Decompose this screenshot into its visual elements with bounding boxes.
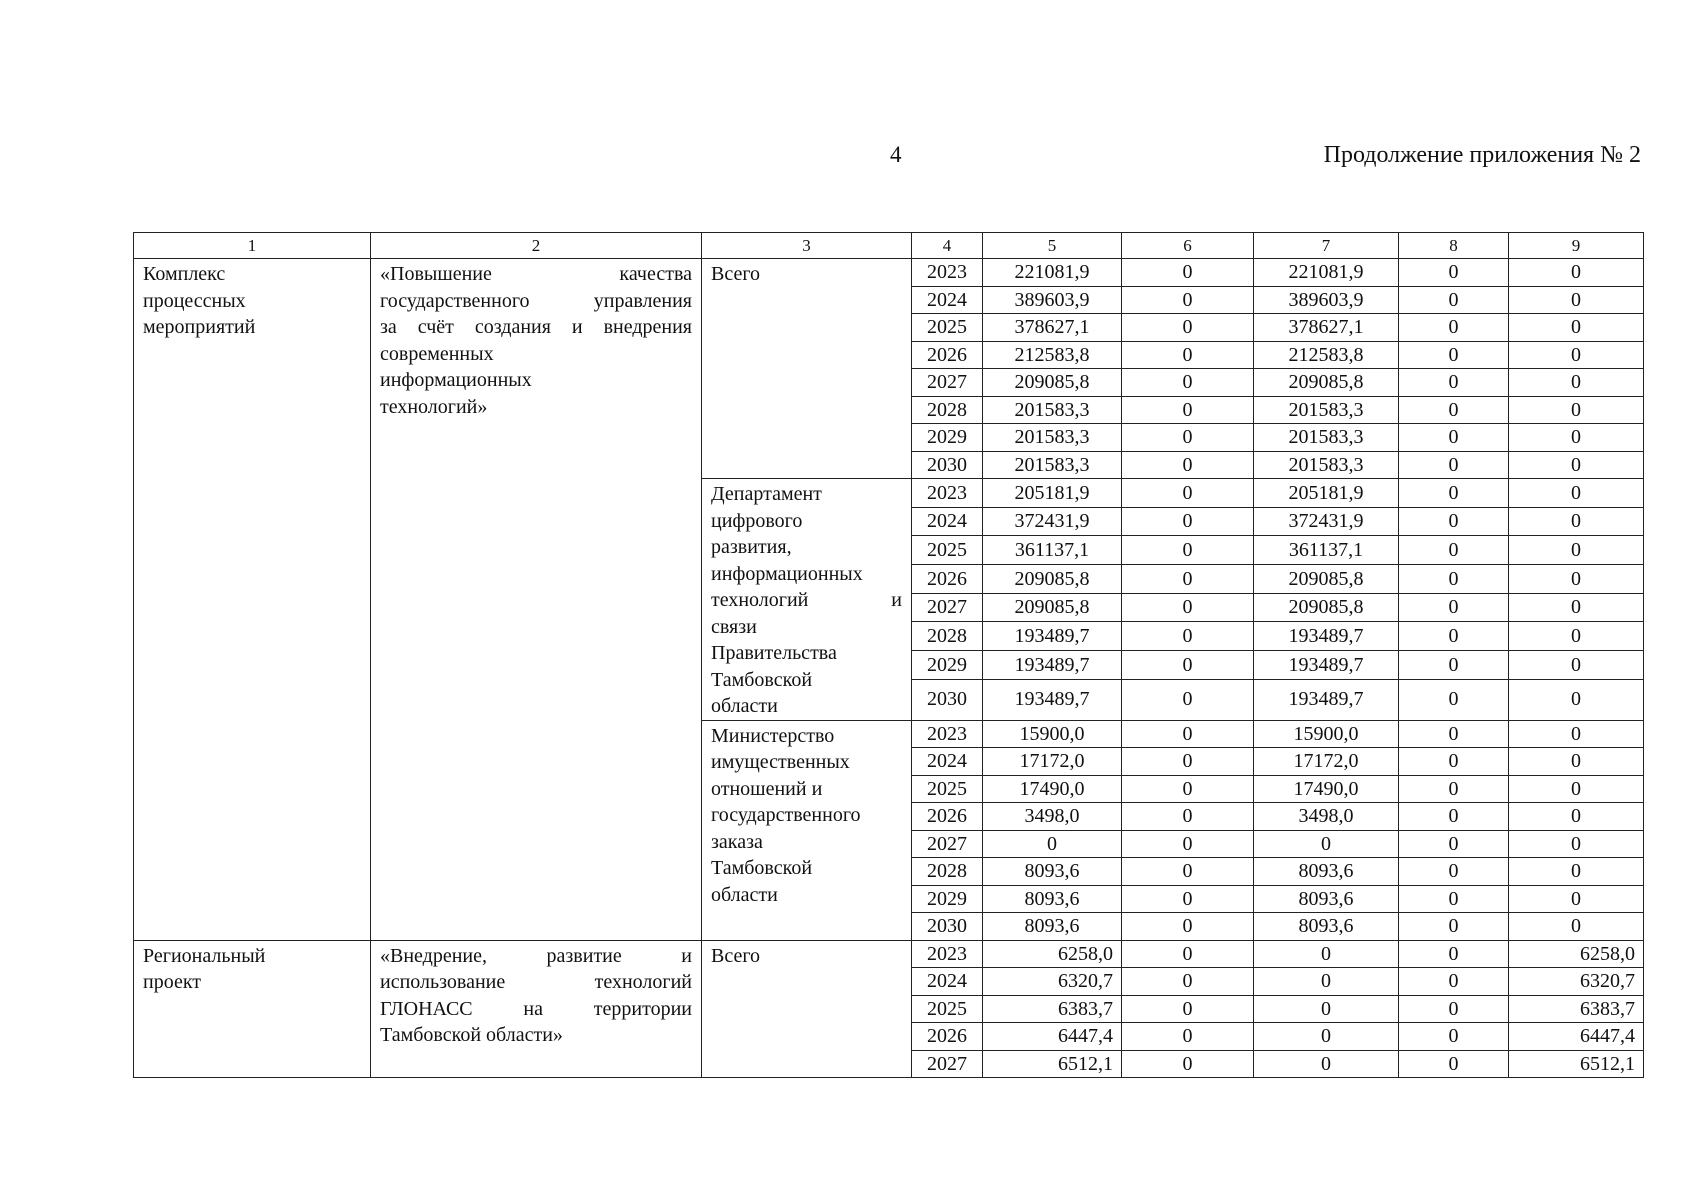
project-name-line: «Повышение качества	[380, 263, 692, 285]
value-cell: 3498,0	[983, 803, 1122, 831]
year-cell: 2024	[912, 968, 983, 996]
value-cell: 209085,8	[1254, 369, 1399, 397]
value-cell: 372431,9	[983, 507, 1122, 536]
executor-line: связи	[711, 615, 757, 638]
value-cell: 0	[1122, 748, 1254, 776]
value-cell: 0	[1399, 479, 1509, 508]
value-cell: 0	[1509, 507, 1644, 536]
executor-line: цифрового	[711, 509, 803, 532]
project-name-line: государственного управления	[380, 289, 692, 312]
funding-table	[133, 232, 1644, 1078]
value-cell: 0	[1509, 479, 1644, 508]
value-cell: 0	[1122, 720, 1254, 748]
value-cell: 0	[1509, 259, 1644, 287]
executor-line: Департамент	[711, 483, 822, 505]
value-cell: 0	[1399, 651, 1509, 680]
year-cell: 2028	[912, 858, 983, 886]
value-cell: 193489,7	[1254, 679, 1399, 720]
value-cell: 6320,7	[1509, 968, 1644, 996]
year-cell: 2026	[912, 341, 983, 369]
value-cell: 0	[1122, 995, 1254, 1023]
year-cell: 2024	[912, 286, 983, 314]
value-cell: 193489,7	[983, 622, 1122, 651]
value-cell: 6258,0	[983, 940, 1122, 968]
value-cell: 0	[1399, 885, 1509, 913]
value-cell: 8093,6	[983, 913, 1122, 941]
year-cell: 2024	[912, 507, 983, 536]
activity-type-line: Комплекс	[143, 263, 226, 285]
year-cell: 2025	[912, 995, 983, 1023]
value-cell: 0	[1399, 968, 1509, 996]
value-cell: 389603,9	[983, 286, 1122, 314]
value-cell: 0	[1122, 341, 1254, 369]
year-cell: 2030	[912, 913, 983, 941]
activity-type-line: проект	[143, 971, 202, 993]
value-cell: 17172,0	[1254, 748, 1399, 776]
executor-line: информационных	[711, 562, 863, 585]
value-cell: 0	[1399, 1050, 1509, 1078]
value-cell: 0	[1509, 565, 1644, 594]
year-cell: 2030	[912, 679, 983, 720]
year-cell: 2029	[912, 424, 983, 452]
value-cell: 0	[1399, 314, 1509, 342]
value-cell: 8093,6	[983, 858, 1122, 886]
project-name-line: использование технологий	[380, 971, 692, 993]
project-name-cell	[371, 940, 702, 1078]
year-cell: 2029	[912, 885, 983, 913]
column-header: 7	[1254, 233, 1399, 259]
year-cell: 2028	[912, 396, 983, 424]
value-cell: 0	[1122, 651, 1254, 680]
activity-type-cell	[134, 940, 371, 1078]
value-cell: 0	[1399, 940, 1509, 968]
value-cell: 0	[1122, 565, 1254, 594]
value-cell: 193489,7	[983, 679, 1122, 720]
value-cell: 3498,0	[1254, 803, 1399, 831]
executor-line: области	[711, 883, 778, 906]
executor-line: заказа	[711, 830, 763, 853]
year-cell: 2028	[912, 622, 983, 651]
value-cell: 0	[1509, 536, 1644, 565]
column-header: 1	[134, 233, 371, 259]
executor-line: имущественных	[711, 751, 850, 773]
value-cell: 0	[1254, 995, 1399, 1023]
value-cell: 6447,4	[983, 1023, 1122, 1051]
value-cell: 0	[1399, 396, 1509, 424]
year-cell: 2027	[912, 830, 983, 858]
value-cell: 0	[1399, 341, 1509, 369]
year-cell: 2026	[912, 803, 983, 831]
value-cell: 212583,8	[1254, 341, 1399, 369]
value-cell: 6320,7	[983, 968, 1122, 996]
value-cell: 6383,7	[983, 995, 1122, 1023]
value-cell: 0	[1122, 259, 1254, 287]
project-name-line: Тамбовской области»	[380, 1024, 563, 1046]
year-cell: 2027	[912, 1050, 983, 1078]
value-cell: 201583,3	[983, 396, 1122, 424]
value-cell: 0	[1399, 720, 1509, 748]
value-cell: 0	[1399, 507, 1509, 536]
value-cell: 0	[1122, 830, 1254, 858]
executor-cell: Всего	[702, 940, 912, 1078]
year-cell: 2027	[912, 369, 983, 397]
value-cell: 0	[1254, 940, 1399, 968]
value-cell: 0	[1509, 451, 1644, 479]
value-cell: 0	[1122, 536, 1254, 565]
value-cell: 0	[1122, 679, 1254, 720]
year-cell: 2023	[912, 259, 983, 287]
value-cell: 0	[1122, 803, 1254, 831]
value-cell: 17172,0	[983, 748, 1122, 776]
value-cell: 0	[1122, 858, 1254, 886]
value-cell: 0	[1509, 830, 1644, 858]
value-cell: 0	[1399, 858, 1509, 886]
value-cell: 17490,0	[983, 775, 1122, 803]
value-cell: 378627,1	[983, 314, 1122, 342]
value-cell: 221081,9	[1254, 259, 1399, 287]
value-cell: 0	[1399, 679, 1509, 720]
value-cell: 0	[1509, 775, 1644, 803]
value-cell: 205181,9	[983, 479, 1122, 508]
value-cell: 0	[1122, 396, 1254, 424]
value-cell: 0	[1122, 622, 1254, 651]
value-cell: 209085,8	[983, 565, 1122, 594]
value-cell: 361137,1	[1254, 536, 1399, 565]
executor-line: технологий и	[711, 589, 902, 611]
project-name-line: за счёт создания и внедрения	[380, 316, 692, 338]
value-cell: 0	[1509, 396, 1644, 424]
column-header: 8	[1399, 233, 1509, 259]
value-cell: 0	[1509, 651, 1644, 680]
year-cell: 2023	[912, 720, 983, 748]
value-cell: 0	[1399, 775, 1509, 803]
project-name-line: технологий»	[380, 395, 488, 418]
value-cell: 0	[1122, 451, 1254, 479]
column-header: 4	[912, 233, 983, 259]
value-cell: 15900,0	[1254, 720, 1399, 748]
value-cell: 0	[1254, 1023, 1399, 1051]
executor-line: Правительства	[711, 642, 837, 664]
value-cell: 201583,3	[983, 424, 1122, 452]
value-cell: 6512,1	[1509, 1050, 1644, 1078]
year-cell: 2030	[912, 451, 983, 479]
value-cell: 193489,7	[1254, 651, 1399, 680]
value-cell: 0	[1399, 622, 1509, 651]
value-cell: 212583,8	[983, 341, 1122, 369]
value-cell: 0	[1254, 968, 1399, 996]
value-cell: 0	[1399, 286, 1509, 314]
value-cell: 0	[1122, 775, 1254, 803]
value-cell: 0	[1399, 1023, 1509, 1051]
value-cell: 0	[1122, 593, 1254, 622]
value-cell: 6383,7	[1509, 995, 1644, 1023]
value-cell: 0	[1399, 995, 1509, 1023]
value-cell: 0	[1122, 314, 1254, 342]
value-cell: 0	[1509, 424, 1644, 452]
value-cell: 15900,0	[983, 720, 1122, 748]
executor-cell: Всего	[702, 259, 912, 479]
value-cell: 193489,7	[983, 651, 1122, 680]
value-cell: 0	[1399, 424, 1509, 452]
value-cell: 201583,3	[983, 451, 1122, 479]
value-cell: 0	[1399, 748, 1509, 776]
value-cell: 0	[1399, 593, 1509, 622]
year-cell: 2027	[912, 593, 983, 622]
value-cell: 361137,1	[983, 536, 1122, 565]
value-cell: 209085,8	[983, 593, 1122, 622]
value-cell: 0	[1509, 622, 1644, 651]
table-row	[134, 259, 1644, 287]
value-cell: 0	[1399, 451, 1509, 479]
year-cell: 2023	[912, 940, 983, 968]
value-cell: 0	[1122, 885, 1254, 913]
column-header: 5	[983, 233, 1122, 259]
value-cell: 209085,8	[1254, 593, 1399, 622]
value-cell: 8093,6	[983, 885, 1122, 913]
value-cell: 0	[1122, 507, 1254, 536]
value-cell: 0	[1509, 885, 1644, 913]
value-cell: 0	[1509, 286, 1644, 314]
appendix-continuation-label: Продолжение приложения № 2	[1323, 142, 1641, 168]
year-cell: 2025	[912, 314, 983, 342]
year-cell: 2025	[912, 536, 983, 565]
value-cell: 389603,9	[1254, 286, 1399, 314]
project-name-line: «Внедрение, развитие и	[380, 944, 692, 967]
executor-line: отношений и	[711, 777, 823, 800]
value-cell: 0	[1254, 830, 1399, 858]
column-header: 3	[702, 233, 912, 259]
value-cell: 378627,1	[1254, 314, 1399, 342]
value-cell: 0	[1509, 803, 1644, 831]
page-number: 4	[890, 142, 902, 167]
value-cell: 201583,3	[1254, 424, 1399, 452]
value-cell: 0	[1509, 679, 1644, 720]
year-cell: 2025	[912, 775, 983, 803]
executor-line: области	[711, 695, 778, 717]
table-row	[134, 940, 1644, 968]
value-cell: 0	[1509, 858, 1644, 886]
value-cell: 205181,9	[1254, 479, 1399, 508]
value-cell: 201583,3	[1254, 451, 1399, 479]
executor-line: Тамбовской	[711, 857, 813, 879]
value-cell: 6258,0	[1509, 940, 1644, 968]
value-cell: 0	[1122, 479, 1254, 508]
executor-line: Тамбовской	[711, 668, 813, 691]
activity-type-cell	[134, 259, 371, 941]
executor-line: государственного	[711, 804, 861, 826]
value-cell: 0	[1399, 803, 1509, 831]
value-cell: 0	[1122, 1050, 1254, 1078]
project-name-line: современных	[380, 342, 494, 365]
executor-cell	[702, 720, 912, 940]
executor-cell	[702, 479, 912, 721]
value-cell: 372431,9	[1254, 507, 1399, 536]
value-cell: 221081,9	[983, 259, 1122, 287]
value-cell: 6447,4	[1509, 1023, 1644, 1051]
value-cell: 0	[1122, 968, 1254, 996]
value-cell: 0	[1122, 424, 1254, 452]
value-cell: 0	[1509, 314, 1644, 342]
value-cell: 0	[1509, 720, 1644, 748]
value-cell: 0	[1399, 259, 1509, 287]
year-cell: 2026	[912, 565, 983, 594]
year-cell: 2024	[912, 748, 983, 776]
value-cell: 209085,8	[1254, 565, 1399, 594]
value-cell: 0	[1399, 565, 1509, 594]
value-cell: 0	[1122, 913, 1254, 941]
value-cell: 0	[1122, 286, 1254, 314]
year-cell: 2029	[912, 651, 983, 680]
executor-line: Министерство	[711, 724, 835, 747]
value-cell: 209085,8	[983, 369, 1122, 397]
year-cell: 2023	[912, 479, 983, 508]
value-cell: 0	[1122, 369, 1254, 397]
project-name-cell	[371, 259, 702, 941]
activity-type-line: Региональный	[143, 944, 266, 967]
year-cell: 2026	[912, 1023, 983, 1051]
executor-line: развития,	[711, 536, 792, 558]
activity-type-line: процессных	[143, 289, 246, 312]
value-cell: 0	[1122, 1023, 1254, 1051]
value-cell: 0	[1254, 1050, 1399, 1078]
value-cell: 0	[1399, 536, 1509, 565]
column-header: 9	[1509, 233, 1644, 259]
value-cell: 0	[1399, 913, 1509, 941]
value-cell: 0	[1509, 748, 1644, 776]
value-cell: 0	[1399, 830, 1509, 858]
column-header: 6	[1122, 233, 1254, 259]
table-header-row	[134, 233, 1644, 259]
value-cell: 0	[983, 830, 1122, 858]
activity-type-line: мероприятий	[143, 316, 256, 338]
column-header: 2	[371, 233, 702, 259]
project-name-line: информационных	[380, 369, 532, 391]
value-cell: 6512,1	[983, 1050, 1122, 1078]
value-cell: 8093,6	[1254, 913, 1399, 941]
value-cell: 0	[1122, 940, 1254, 968]
value-cell: 0	[1509, 341, 1644, 369]
value-cell: 201583,3	[1254, 396, 1399, 424]
project-name-line: ГЛОНАСС на территории	[380, 997, 692, 1020]
value-cell: 193489,7	[1254, 622, 1399, 651]
value-cell: 0	[1399, 369, 1509, 397]
value-cell: 0	[1509, 593, 1644, 622]
value-cell: 17490,0	[1254, 775, 1399, 803]
value-cell: 8093,6	[1254, 885, 1399, 913]
value-cell: 0	[1509, 369, 1644, 397]
value-cell: 0	[1509, 913, 1644, 941]
value-cell: 8093,6	[1254, 858, 1399, 886]
